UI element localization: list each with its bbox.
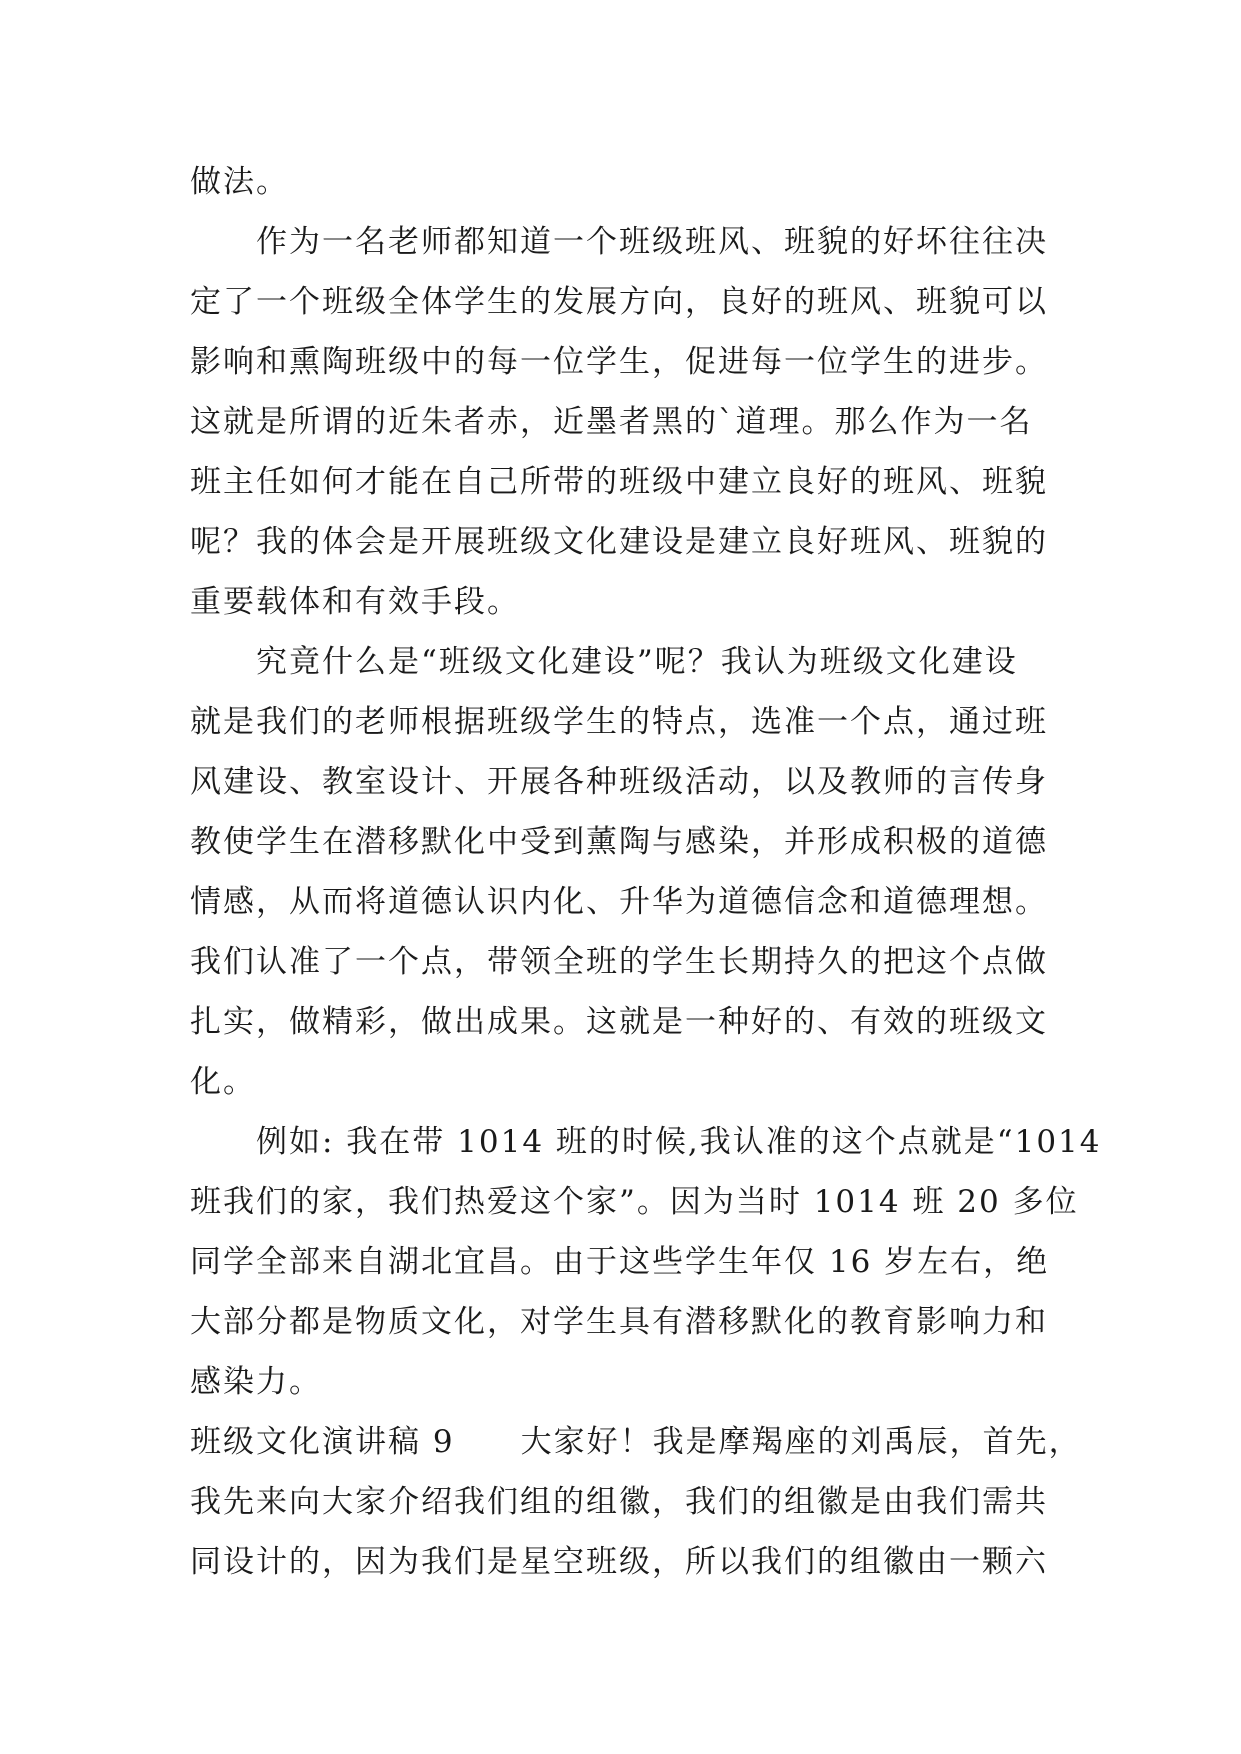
text-line: 呢？我的体会是开展班级文化建设是建立良好班风、班貌的 — [190, 524, 1048, 560]
document-body — [190, 152, 1102, 1592]
text-line: 同学全部来自湖北宜昌。由于这些学生年仅 16 岁左右，绝 — [190, 1244, 1050, 1280]
text-line: 重要载体和有效手段。 — [190, 584, 520, 620]
text-line: 化。 — [190, 1064, 256, 1100]
text-line: 教使学生在潜移默化中受到薰陶与感染，并形成积极的道德 — [190, 824, 1048, 860]
paragraph-first-line: 例如: 我在带 1014 班的时候,我认准的这个点就是“1014 — [256, 1124, 1102, 1160]
text-line: 扎实，做精彩，做出成果。这就是一种好的、有效的班级文 — [190, 1004, 1048, 1040]
text-line: 情感，从而将道德认识内化、升华为道德信念和道德理想。 — [190, 884, 1048, 920]
section-heading-line: 班级文化演讲稿 9 大家好！我是摩羯座的刘禹辰，首先， — [190, 1424, 1082, 1460]
text-line: 我先来向大家介绍我们组的组徽，我们的组徽是由我们需共 — [190, 1484, 1048, 1520]
text-line: 班主任如何才能在自己所带的班级中建立良好的班风、班貌 — [190, 464, 1048, 500]
paragraph-first-line: 究竟什么是“班级文化建设”呢？我认为班级文化建设 — [256, 644, 1018, 680]
text-line: 做法。 — [190, 164, 289, 200]
text-line: 同设计的，因为我们是星空班级，所以我们的组徽由一颗六 — [190, 1544, 1048, 1580]
text-line: 这就是所谓的近朱者赤，近墨者黑的`道理。那么作为一名 — [190, 404, 1033, 440]
text-line: 大部分都是物质文化，对学生具有潜移默化的教育影响力和 — [190, 1304, 1048, 1340]
text-line: 定了一个班级全体学生的发展方向，良好的班风、班貌可以 — [190, 284, 1048, 320]
text-line: 我们认准了一个点，带领全班的学生长期持久的把这个点做 — [190, 944, 1048, 980]
text-line: 风建设、教室设计、开展各种班级活动，以及教师的言传身 — [190, 764, 1048, 800]
text-line: 感染力。 — [190, 1364, 322, 1400]
text-line: 影响和熏陶班级中的每一位学生，促进每一位学生的进步。 — [190, 344, 1048, 380]
paragraph-first-line: 作为一名老师都知道一个班级班风、班貌的好坏往往决 — [256, 224, 1048, 260]
text-line: 班我们的家，我们热爱这个家”。因为当时 1014 班 20 多位 — [190, 1184, 1079, 1220]
text-line: 就是我们的老师根据班级学生的特点，选准一个点，通过班 — [190, 704, 1048, 740]
